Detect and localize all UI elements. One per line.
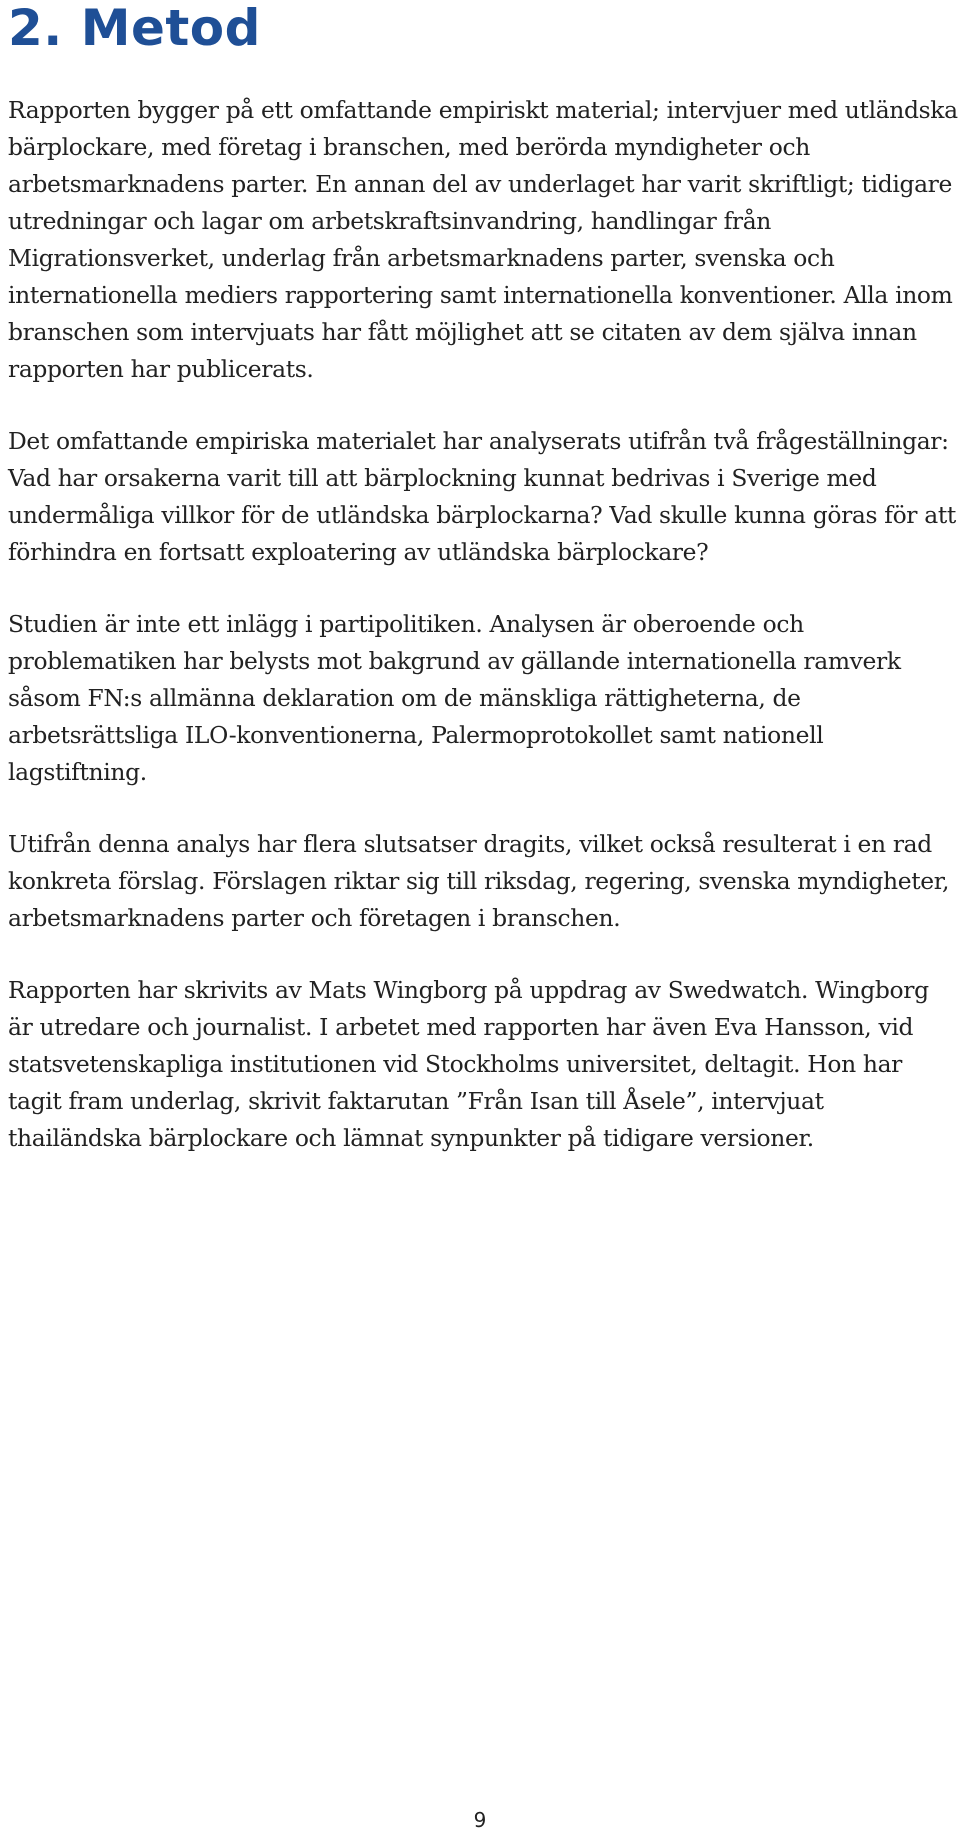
paragraph-research-questions: Det omfattande empiriska materialet har analyserats utifrån två frågeställningar: Vad har orsakerna varit till att bärplockning kunnat bedrivas i Sverige med undermåliga villkor för de utländska bärplockarna? Vad skulle kunna göras för att förhindra en fortsatt exploatering av utländska bärplockare? (8, 427, 956, 566)
paragraph-authors: Rapporten har skrivits av Mats Wingborg på uppdrag av Swedwatch. Wingborg är utredare och journalist. I arbetet med rapporten har även Eva Hansson, vid statsvetenskapliga institutionen vid Stockholms universitet, deltagit. Hon har tagit fram underlag, skrivit faktarutan ”Från Isan till Åsele”, intervjuat thailändska bärplockare och lämnat synpunkter på tidigare versioner. (8, 976, 929, 1152)
body-text (8, 92, 958, 1192)
section-heading: 2. Metod (8, 0, 261, 57)
paragraph-independence: Studien är inte ett inlägg i partipolitiken. Analysen är oberoende och problematiken har belysts mot bakgrund av gällande internationella ramverk såsom FN:s allmänna deklaration om de mänskliga rättigheterna, de arbetsrättsliga ILO-konventionerna, Palermoprotokollet samt nationell lagstiftning. (8, 610, 901, 786)
paragraph-method-material: Rapporten bygger på ett omfattande empiriskt material; intervjuer med utländska bärplockare, med företag i branschen, med berörda myndigheter och arbetsmarknadens parter. En annan del av underlaget har varit skriftligt; tidigare utredningar och lagar om arbetskraftsinvandring, handlingar från Migrationsverket, underlag från arbetsmarknadens parter, svenska och internationella mediers rapportering samt internationella konventioner. Alla inom branschen som intervjuats har fått möjlighet att se citaten av dem själva innan rapporten har publicerats. (8, 96, 958, 383)
page-number: 9 (473, 1808, 487, 1832)
paragraph-conclusions: Utifrån denna analys har flera slutsatser dragits, vilket också resulterat i en rad konkreta förslag. Förslagen riktar sig till riksdag, regering, svenska myndigheter, arbetsmarknadens parter och företagen i branschen. (8, 830, 950, 932)
